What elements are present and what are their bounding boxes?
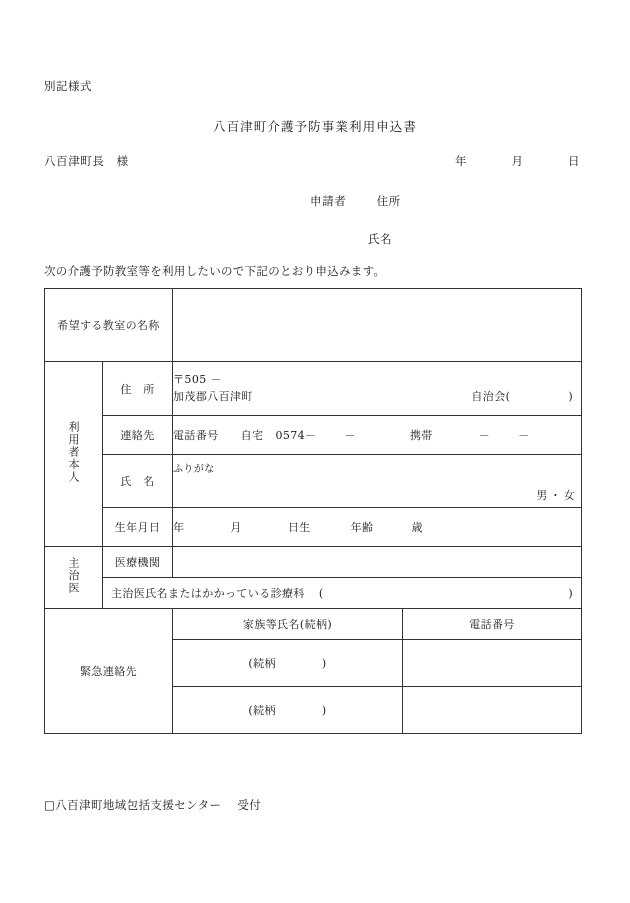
doctor-section-label xyxy=(45,547,103,609)
birth-month-label: 月 xyxy=(230,521,242,534)
address-label: 住 所 xyxy=(103,362,173,416)
postal-code-text: 〒505 － xyxy=(173,373,222,386)
emergency-phone-cell-1[interactable] xyxy=(403,640,582,687)
birthdate-value-cell[interactable] xyxy=(173,508,582,547)
doctor-name-paren-open: ( xyxy=(318,587,324,600)
doctor-name-paren-close: ) xyxy=(568,587,574,600)
relation-label-2: (続柄 xyxy=(248,704,276,717)
doctor-name-label-group xyxy=(111,585,324,601)
gender-female-option[interactable]: 女 xyxy=(563,488,576,502)
medical-institution-label: 医療機関 xyxy=(103,547,173,578)
course-name-value[interactable] xyxy=(173,289,582,362)
home-phone-label: 自宅 xyxy=(240,429,264,442)
mobile-phone-dash-2: － xyxy=(518,429,530,442)
emergency-name-cell-1[interactable] xyxy=(173,640,403,687)
relation-close-1: ) xyxy=(321,657,327,670)
emergency-phone-cell-2[interactable] xyxy=(403,687,582,734)
doctor-name-cell[interactable] xyxy=(103,578,582,609)
table-row-name xyxy=(45,455,582,508)
mobile-phone-dash-1: － xyxy=(478,429,491,442)
gender-field[interactable] xyxy=(173,487,581,503)
mobile-phone-label: 携帯 xyxy=(409,429,433,442)
table-row-emergency-header xyxy=(45,609,582,640)
association-close-paren: ) xyxy=(568,389,574,403)
gender-male-option[interactable]: 男 xyxy=(536,488,548,502)
relation-close-2: ) xyxy=(321,704,327,717)
medical-institution-value[interactable] xyxy=(173,547,582,578)
phone-value-cell[interactable] xyxy=(173,416,582,455)
applicant-address-label: 住所 xyxy=(376,194,401,208)
applicant-name-label: 氏名 xyxy=(368,232,393,246)
home-phone-dash-2: － xyxy=(344,429,356,442)
doctor-name-label: 主治医氏名またはかかっている診療科 xyxy=(111,587,305,600)
birth-year-label: 年 xyxy=(173,521,185,534)
intro-sentence: 次の介護予防教室等を利用したいので下記のとおり申込みます。 xyxy=(44,264,386,278)
emergency-name-header: 家族等氏名(続柄) xyxy=(173,609,403,640)
birthdate-label: 生年月日 xyxy=(103,508,173,547)
age-unit-label: 歳 xyxy=(411,521,423,534)
page-title: 八百津町介護予防事業利用申込書 xyxy=(212,119,417,134)
user-section-label xyxy=(45,362,103,547)
date-year-label: 年 xyxy=(455,154,467,168)
table-row-birthdate xyxy=(45,508,582,547)
relation-label-1: (続柄 xyxy=(248,657,276,670)
table-row-doctor-name xyxy=(45,578,582,609)
contact-label: 連絡先 xyxy=(103,416,173,455)
form-id-label: 別記様式 xyxy=(44,79,92,93)
association-field[interactable] xyxy=(471,389,573,406)
gender-separator: ・ xyxy=(549,488,562,502)
support-center-label: 八百津町地域包括支援センター xyxy=(55,798,222,812)
address-value-cell[interactable] xyxy=(173,362,582,416)
city-text: 加茂郡八百津町 xyxy=(173,389,253,403)
checkbox-icon[interactable]: □ xyxy=(44,798,56,812)
reception-label: 受付 xyxy=(237,798,262,812)
course-name-label: 希望する教室の名称 xyxy=(45,289,173,362)
user-name-value-cell[interactable] xyxy=(173,455,582,508)
birth-day-label: 日生 xyxy=(287,521,311,534)
relation-field-1 xyxy=(173,655,402,671)
home-phone-prefix: 0574 xyxy=(275,429,306,442)
user-name-label: 氏 名 xyxy=(103,455,173,508)
applicant-address-row xyxy=(310,193,401,209)
application-form-table xyxy=(44,288,582,734)
emergency-name-cell-2[interactable] xyxy=(173,687,403,734)
table-row-contact xyxy=(45,416,582,455)
table-row-course xyxy=(45,289,582,362)
footer-reception-line xyxy=(44,797,261,813)
doctor-section-label-text: 主治医 xyxy=(67,557,80,595)
furigana-label: ふりがな xyxy=(173,463,215,475)
home-phone-dash-1: － xyxy=(305,429,317,442)
phone-label: 電話番号 xyxy=(173,429,219,442)
date-day-label: 日 xyxy=(568,154,580,168)
emergency-section-label: 緊急連絡先 xyxy=(45,609,173,734)
table-row-medical-institution xyxy=(45,547,582,578)
address-city-line xyxy=(173,389,581,406)
date-month-label: 月 xyxy=(511,154,524,168)
doctor-name-line xyxy=(103,578,581,608)
user-section-label-text: 利用者本人 xyxy=(67,421,80,484)
relation-field-2 xyxy=(173,702,402,718)
date-line xyxy=(455,153,580,169)
applicant-label: 申請者 xyxy=(310,194,347,208)
table-row-address xyxy=(45,362,582,416)
age-label: 年齢 xyxy=(350,521,374,534)
applicant-name-row xyxy=(368,231,392,247)
emergency-phone-header: 電話番号 xyxy=(403,609,582,640)
addressee-label: 八百津町長 様 xyxy=(44,154,129,168)
association-label: 自治会( xyxy=(471,389,511,403)
